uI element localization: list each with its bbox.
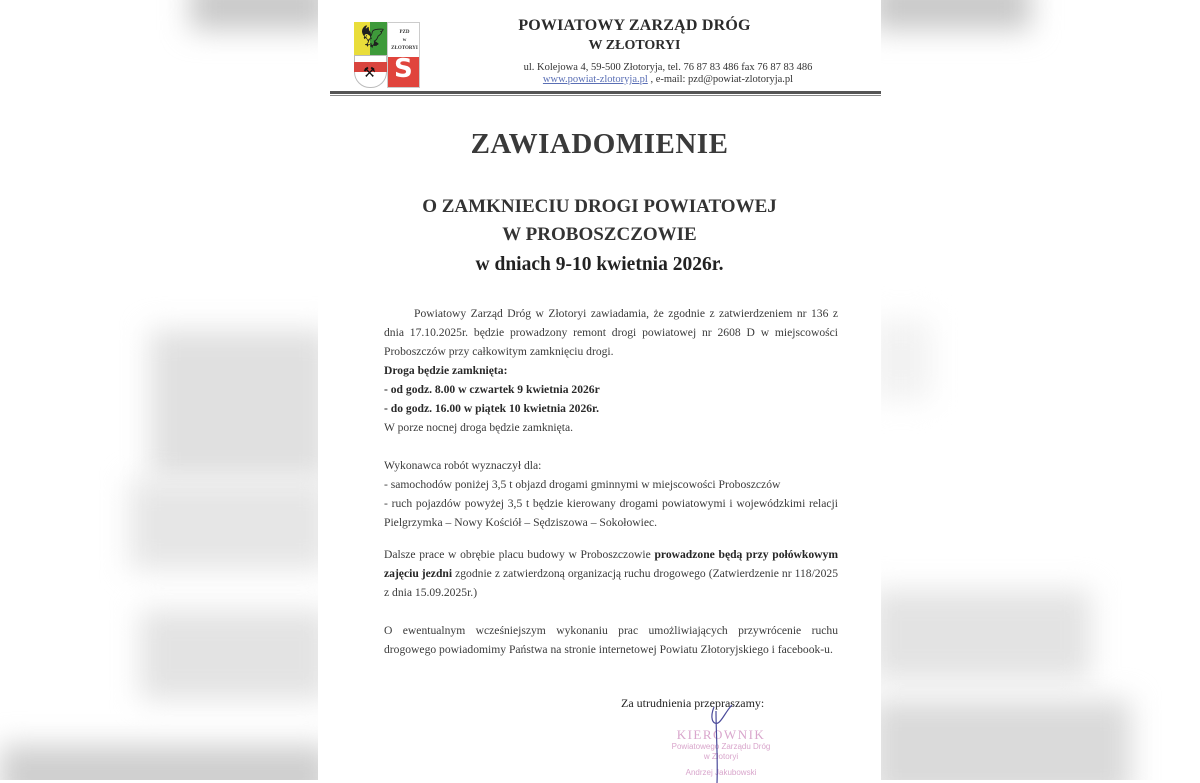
document-page xyxy=(318,0,881,780)
organization-name: POWIATOWY ZARZĄD DRÓG xyxy=(518,17,751,34)
contact-line xyxy=(468,74,868,85)
subtitle-line-1: O ZAMKNIECIU DROGI POWIATOWEJ xyxy=(422,196,777,217)
blurred-background-left xyxy=(0,0,318,780)
closure-heading: Droga będzie zamknięta: xyxy=(384,364,508,377)
email-text: , e-mail: pzd@powiat-zlotoryja.pl xyxy=(647,74,794,85)
early-completion-paragraph: O ewentualnym wcześniejszym wykonaniu prac umożliwiających przywrócenie ruchu drogowego powiadomimy Państwa na stronie internetowej Powiatu Złotoryjskiego i facebook-u. xyxy=(384,624,838,656)
subtitle-dates: w dniach 9-10 kwietnia 2026r. xyxy=(475,254,724,275)
document-title: ZAWIADOMIENIE xyxy=(470,128,729,160)
blurred-background-right xyxy=(881,0,1200,780)
official-stamp: KIEROWNIK Powiatowego Zarządu Dróg w Złotoryi Andrzej Jakubowski xyxy=(671,727,771,777)
crossed-hammers-icon: ⚒ xyxy=(363,66,376,81)
winding-road-icon: S xyxy=(394,54,413,84)
closure-schedule xyxy=(384,361,838,418)
website-link[interactable]: www.powiat-zlotoryja.pl xyxy=(542,74,648,85)
coat-of-arms-icon xyxy=(354,22,387,88)
detour-item-light-vehicles: - samochodów poniżej 3,5 t objazd drogami gminnymi w miejscowości Proboszczów xyxy=(384,478,781,491)
address-line: ul. Kolejowa 4, 59-500 Złotoryja, tel. 76 87 83 486 fax 76 87 83 486 xyxy=(523,62,813,73)
subtitle-line-2: W PROBOSZCZOWIE xyxy=(502,224,697,245)
pzd-badge: PZD w ZŁOTORYI S xyxy=(387,22,420,88)
night-note: W porze nocnej droga będzie zamknięta. xyxy=(384,421,574,434)
detour-info xyxy=(384,456,838,532)
detour-item-heavy-vehicles: - ruch pojazdów powyżej 3,5 t będzie kierowany drogami powiatowymi i wojewódzkimi relacji Pielgrzymka – Nowy Kościół – Sędziszowa – Sokołowiec. xyxy=(384,497,838,529)
closure-to: - do godz. 16.00 w piątek 10 kwietnia 2026r. xyxy=(384,402,600,415)
header-divider-thin xyxy=(330,95,881,96)
organization-location: W ZŁOTORYI xyxy=(588,38,681,53)
apology-text: Za utrudnienia przepraszamy: xyxy=(621,696,765,710)
eagle-icon: 🦅︎ xyxy=(359,24,387,49)
header-divider xyxy=(330,91,881,94)
letterhead xyxy=(318,0,881,100)
intro-paragraph: Powiatowy Zarząd Dróg w Złotoryi zawiadamia, że zgodnie z zatwierdzeniem nr 136 z dnia 17.10.2025r. będzie prowadzony remont drogi powiatowej nr 2608 D w miejscowości Proboszczów przy całkowitym zamknięciu drogi. xyxy=(384,307,838,358)
signature-icon xyxy=(698,703,738,783)
further-works-paragraph: Dalsze prace w obrębie placu budowy w Proboszczowie prowadzone będą przy połówkowym zajęciu jezdni zgodnie z zatwierdzoną organizacją ruchu drogowego (Zatwierdzenie nr 118/2025 z dnia 15.09.2025r.) xyxy=(384,548,838,599)
closure-from: - od godz. 8.00 w czwartek 9 kwietnia 2026r xyxy=(384,383,600,396)
detour-intro: Wykonawca robót wyznaczył dla: xyxy=(384,459,542,472)
